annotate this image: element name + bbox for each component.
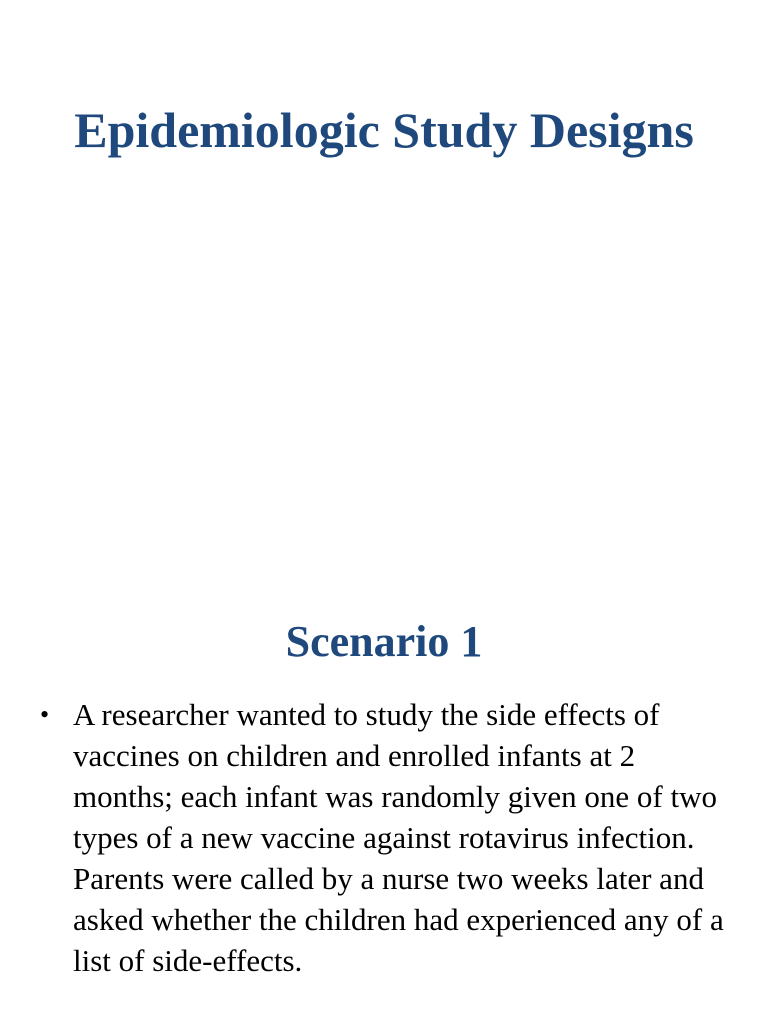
- slide-scenario-1: [0, 576, 768, 1024]
- bullet-list: [40, 694, 732, 981]
- slide-2-title: Scenario 1: [285, 617, 483, 666]
- bullet-text: A researcher wanted to study the side effects of vaccines on children and enrolled infants at 2 months; each infant was randomly given one of two types of a new vaccine against rotavirus infection. Parents were called by a nurse two weeks later and asked whether the children had experienced any of a list of side-effects.: [73, 697, 724, 978]
- bullet-item: [40, 694, 732, 981]
- bullet-marker-icon: •: [40, 700, 50, 729]
- slide-1-title: Epidemiologic Study Designs: [74, 102, 694, 158]
